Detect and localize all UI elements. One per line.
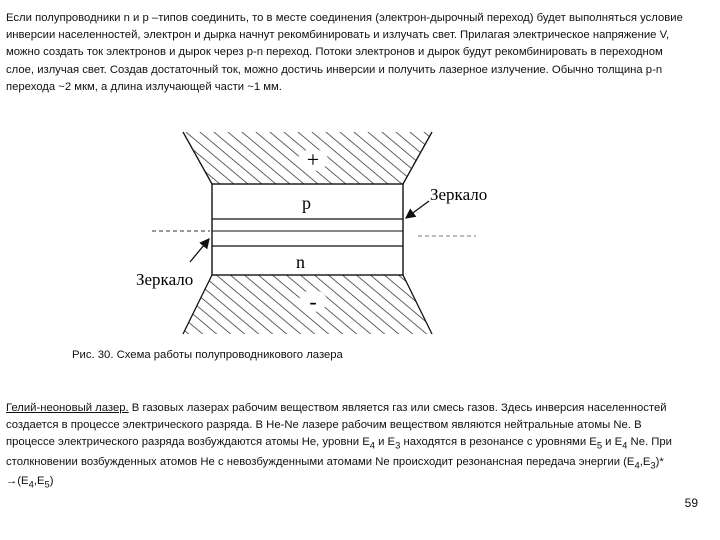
pn-crystal [212,184,403,275]
top-electrode [180,130,440,186]
section-title: Гелий-неоновый лазер. [6,402,129,414]
left-mirror-arrow [190,239,209,262]
figure-caption: Рис. 30. Схема работы полупроводникового лазера [72,349,343,361]
n-layer-label: n [296,252,305,272]
right-mirror-arrow [406,201,429,218]
bottom-electrode [180,273,440,337]
left-mirror-label: Зеркало [136,270,194,289]
p-layer-label: p [302,193,311,213]
intro-paragraph: Если полупроводники n и p –типов соединить, то в месте соединения (электрон-дырочный переход) будет выполняться условие инверсии населенностей, электрон и дырка начнут рекомбинировать и излучать свет. Прилагая электрическое напряжение V, можно создать ток электронов и дырок через p-n переход. Потоки электронов и дырок будут рекомбинировать в переходном слое, излучая свет. Создав достаточный ток, можно достичь инверсии и получить лазерное излучение. Обычно толщина p-n перехода ~2 мкм, а длина излучающей части ~1 мм. [6,12,683,93]
right-mirror-label: Зеркало [430,185,488,204]
page-number: 59 [684,496,698,510]
helium-neon-paragraph: Гелий-неоновый лазер. В газовых лазерах рабочим веществом является газ или смесь газов. Здесь инверсия населенностей создается в процессе электрического разряда. В He-Ne лазере рабочим веществом являются нейтральные атомы Ne. В процессе электрического разряда возбуждаются атомы He, уровни $E_4$ и $E_3$ находятся в резонансе с уровнями $E_5$ и $E_4$ Ne. При столкновении возбужденных атомов He с невозбужденными атомами Ne происходит резонансная передача энергии $(E_4,E_3)* \to(E_4,E_5)$ [6,402,672,490]
minus-sign: - [309,289,317,314]
plus-sign: + [306,147,320,172]
